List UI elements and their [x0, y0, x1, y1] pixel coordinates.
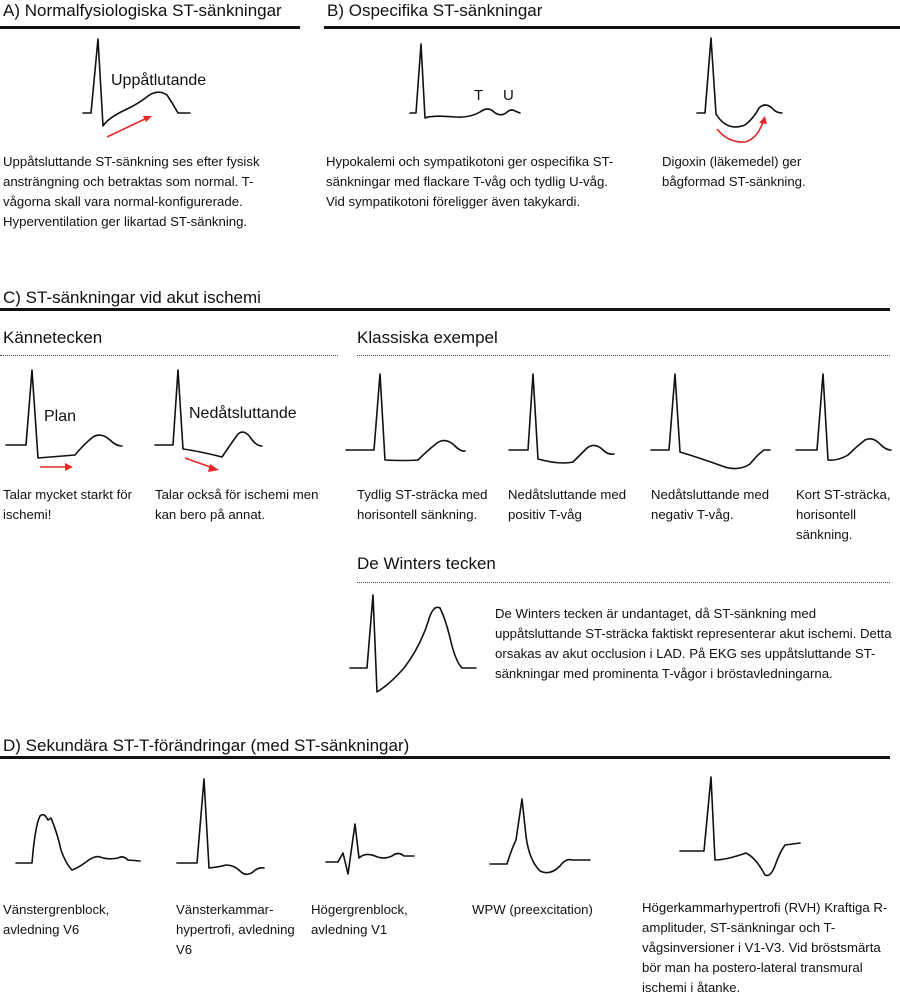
rbbb-text: Högergrenblock, avledning V1 — [311, 902, 408, 937]
de-winters-text: De Winters tecken är undantaget, då ST-sänkning med uppåtsluttande ST-sträcka faktiskt representerar akut ischemi. Detta orsakas av akut occlusion i LAD. På EKG ses uppåtsluttande ST-sänkningar med prominenta T-vågor i bröstavledningarna. — [495, 606, 892, 681]
example-2-text: Nedåtsluttande med positiv T-våg — [508, 487, 627, 522]
example-4-text: Kort ST-sträcka, horisontell sänkning. — [796, 487, 891, 542]
downsloping-text: Talar också för ischemi men kan bero på annat. — [155, 487, 319, 522]
example-3-text: Nedåtsluttande med negativ T-våg. — [651, 487, 770, 522]
section-b-text-2: Digoxin (läkemedel) ger bågformad ST-sänkning. — [662, 154, 806, 189]
u-wave-label: U — [503, 87, 514, 104]
section-b-text-1: Hypokalemi och sympatikotoni ger ospecifika ST-sänkningar med flackare T-våg och tydlig U-våg. Vid sympatikotoni föreligger även takykardi. — [326, 154, 614, 209]
examples-heading: Klassiska exempel — [357, 328, 498, 347]
downsloping-label: Nedåtsluttande — [189, 405, 297, 422]
features-heading: Kännetecken — [3, 328, 103, 347]
rvh-text: Högerkammarhypertrofi (RVH) Kraftiga R-amplituder, ST-sänkningar och T-vågsinversioner i V1-V3. Vid bröstsmärta bör man ha postero-lateral transmural ischemi i åtanke. — [642, 900, 888, 995]
de-winters-heading: De Winters tecken — [357, 554, 496, 573]
section-a-text: Uppåtsluttande ST-sänkning ses efter fysisk ansträngning och betraktas som normal. T-vågorna skall vara normal-konfigurerade. Hyperventilation ger likartad ST-sänkning. — [3, 154, 260, 229]
example-1-text: Tydlig ST-sträcka med horisontell sänkning. — [357, 487, 488, 522]
lbbb-text: Vänstergrenblock, avledning V6 — [3, 902, 110, 937]
t-wave-label: T — [474, 87, 484, 104]
plan-text: Talar mycket starkt för ischemi! — [3, 487, 132, 522]
wpw-text: WPW (preexcitation) — [472, 902, 593, 917]
section-b-heading: B) Ospecifika ST-sänkningar — [327, 1, 543, 20]
lvh-text: Vänsterkammar-hypertrofi, avledning V6 — [176, 902, 295, 957]
section-c-heading: C) ST-sänkningar vid akut ischemi — [3, 288, 261, 307]
section-a-heading: A) Normalfysiologiska ST-sänkningar — [3, 1, 282, 20]
upsloping-label: Uppåtlutande — [111, 72, 207, 89]
section-d-heading: D) Sekundära ST-T-förändringar (med ST-sänkningar) — [3, 736, 410, 755]
plan-label: Plan — [44, 408, 77, 425]
